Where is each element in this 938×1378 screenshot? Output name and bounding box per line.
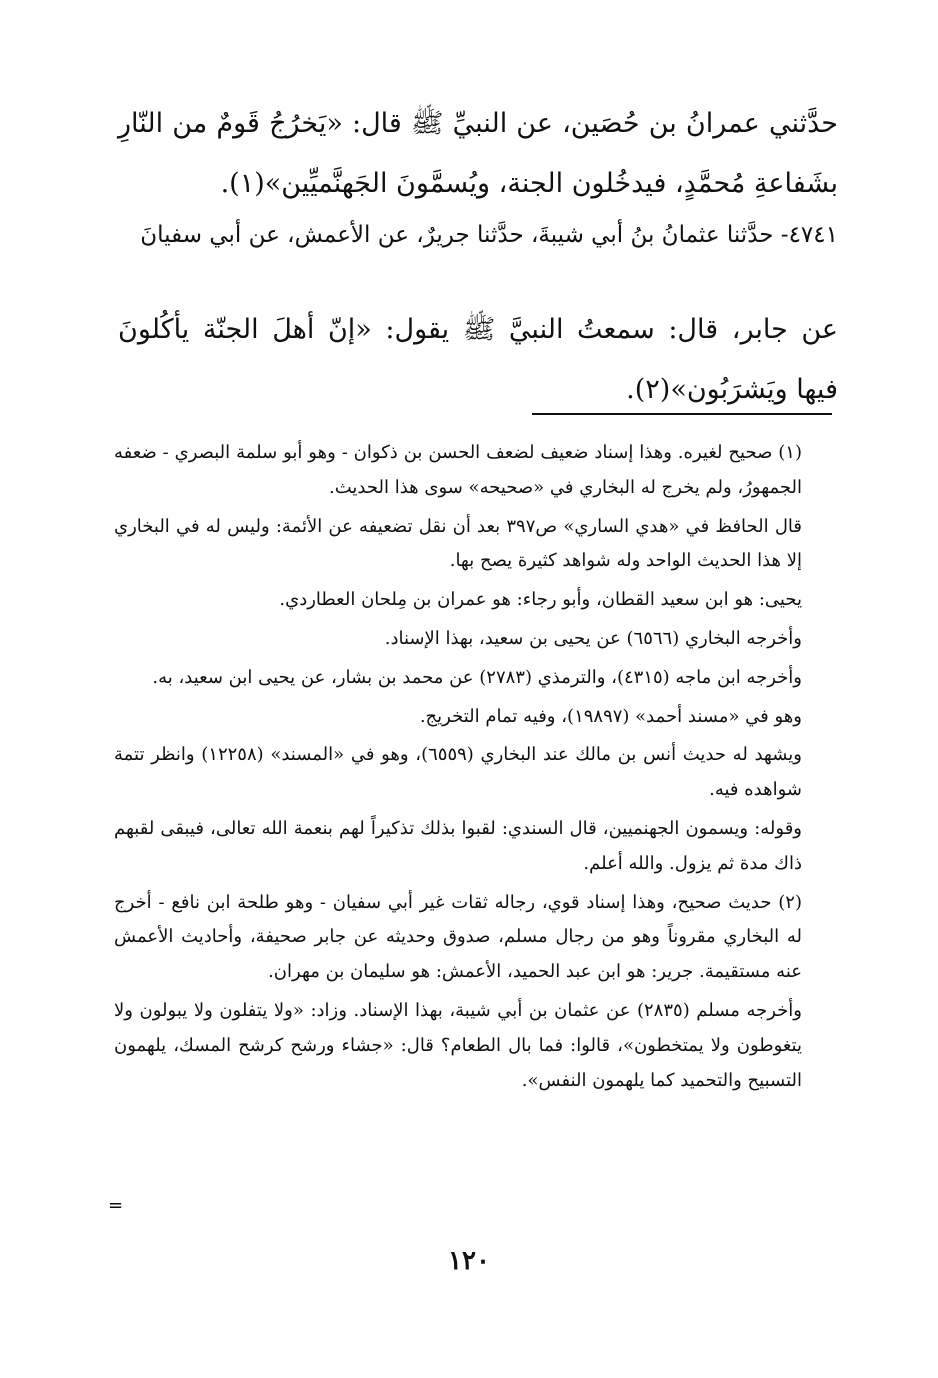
footnote-1: (١) صحيح لغيره. وهذا إسناد ضعيف لضعف الحسن بن ذكوان - وهو أبو سلمة البصري - ضعفه الجمهورُ، ولم يخرج له البخاري في «صحيحه» سوى هذا الحديث. xyxy=(114,442,802,498)
footnote-paragraph: وأخرجه البخاري (٦٥٦٦) عن يحيى بن سعيد، بهذا الإسناد. xyxy=(384,627,802,649)
footnote-paragraph: وأخرجه ابن ماجه (٤٣١٥)، والترمذي (٢٧٨٣) عن محمد بن بشار، عن يحيى ابن سعيد، به. xyxy=(152,666,802,688)
hadith-4741-matn: عن جابر، قال: سمعتُ النبيَّ ﷺ يقول: «إنّ أهلَ الجنّة يأكُلونَ فيها ويَشرَبُون»(٢). xyxy=(118,314,838,405)
footnote-divider xyxy=(532,413,832,415)
footnotes xyxy=(114,436,840,1102)
page-number: ١٢٠ xyxy=(448,1246,490,1276)
hadith-matn xyxy=(118,300,838,420)
hadith-4741-isnad: ٤٧٤١- حدَّثنا عثمانُ بنُ أبي شيبةَ، حدَّثنا جريرٌ، عن الأعمش، عن أبي سفيانَ xyxy=(140,222,838,248)
hadith-isnad xyxy=(118,216,838,254)
footnote-2: (٢) حديث صحيح، وهذا إسناد قوي، رجاله ثقات غير أبي سفيان - وهو طلحة ابن نافع - أخرج له البخاري مقروناً وهو من رجال مسلم، صدوق وحديثه عن جابر صحيفة، وأحاديث الأعمش عنه مستقيمة. جرير: هو ابن عبد الحميد، الأعمش: هو سليمان بن مهران. xyxy=(114,891,802,983)
hadith-intro-text: حدَّثني عمرانُ بن حُصَين، عن النبيِّ ﷺ قال: «يَخرُجُ قَومٌ من النّارِ بشَفاعةِ مُحمَّدٍ، فيدخُلون الجنة، ويُسمَّونَ الجَهنَّميِّين»(١). xyxy=(118,108,838,199)
footnote-paragraph: يحيى: هو ابن سعيد القطان، وأبو رجاء: هو عمران بن مِلحان العطاردي. xyxy=(279,589,802,611)
footnote-paragraph: وأخرجه مسلم (٢٨٣٥) عن عثمان بن أبي شيبة، بهذا الإسناد. وزاد: «ولا يتفلون ولا يبولون ولا يتغوطون ولا يمتخطون»، قالوا: فما بال الطعام؟ قال: «جشاء ورشح كرشح المسك، يلهمون التسبيح والتحميد كما يلهمون النفس». xyxy=(114,999,802,1091)
footnote-paragraph: وقوله: ويسمون الجهنميين، قال السندي: لقبوا بذلك تذكيراً لهم بنعمة الله تعالى، فيبقى لقبهم ذاك مدة ثم يزول. والله أعلم. xyxy=(114,817,802,874)
continuation-mark: = xyxy=(108,1195,124,1216)
footnote-paragraph: قال الحافظ في «هدي الساري» ص٣٩٧ بعد أن نقل تضعيفه عن الأئمة: وليس له في البخاري إلا هذا الحديث الواحد وله شواهد كثيرة يصح بها. xyxy=(114,515,802,572)
hadith-intro xyxy=(118,94,838,214)
footnote-paragraph: ويشهد له حديث أنس بن مالك عند البخاري (٦٥٥٩)، وهو في «المسند» (١٢٢٥٨) وانظر تتمة شواهده فيه. xyxy=(114,744,802,801)
footnote-paragraph: وهو في «مسند أحمد» (١٩٨٩٧)، وفيه تمام التخريج. xyxy=(419,705,802,727)
